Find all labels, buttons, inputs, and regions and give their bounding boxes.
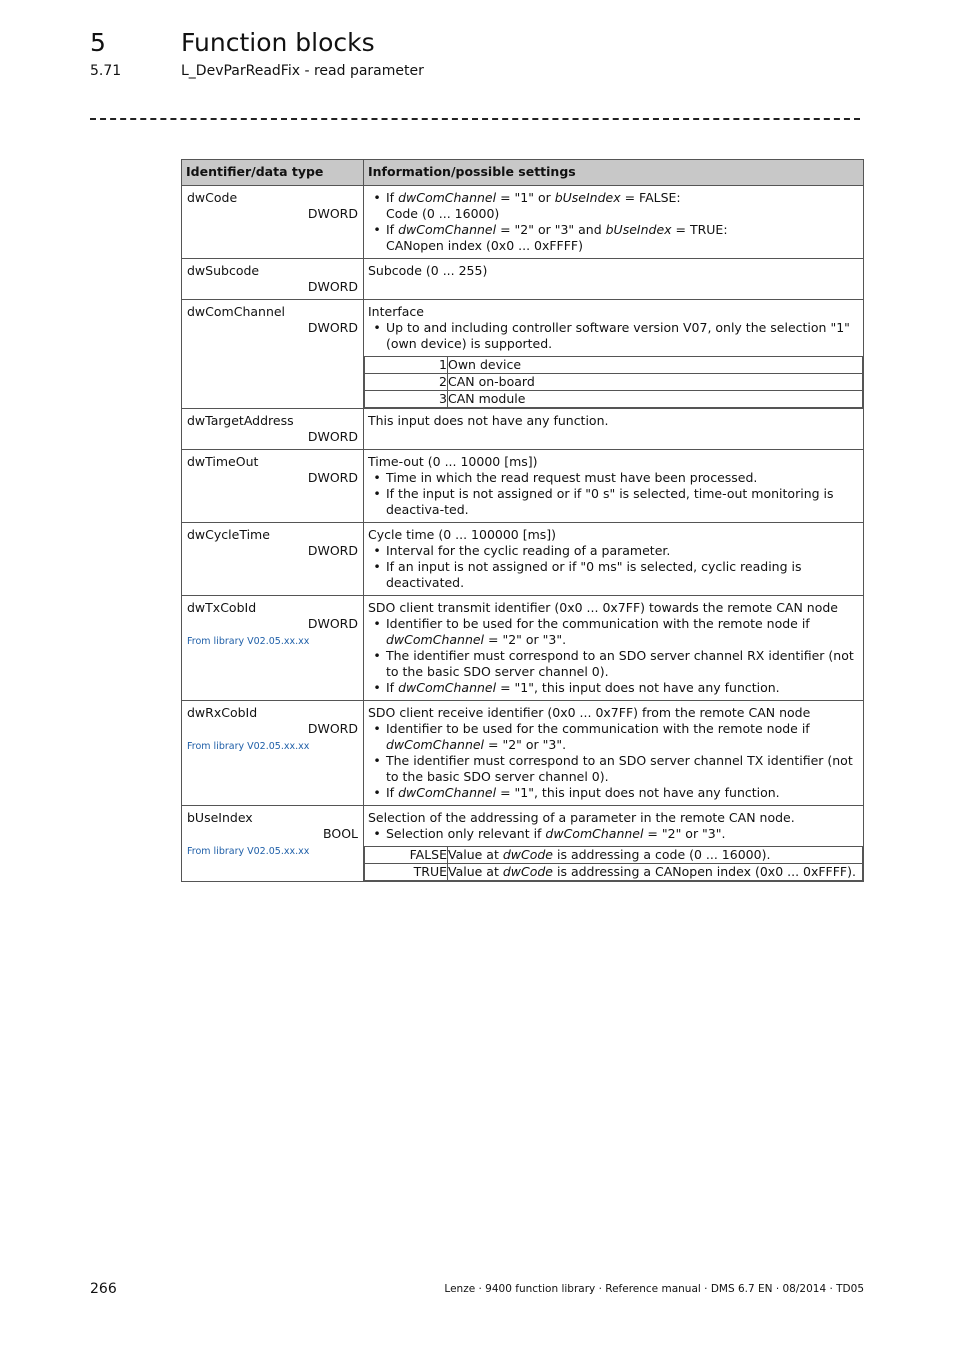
bullet-item: • If dwComChannel = "1", this input does not have any function. — [373, 785, 780, 800]
bullet-item: • Up to and including controller software version V07, only the selection "1" (own device) is supported. — [373, 320, 850, 351]
data-type: DWORD — [307, 320, 358, 335]
data-type: DWORD — [307, 543, 358, 558]
library-version-note: From library V02.05.xx.xx — [187, 636, 310, 647]
identifier-name: dwCode — [187, 190, 238, 205]
identifier-cell — [182, 259, 364, 300]
bullet-item: • Identifier to be used for the communication with the remote node if dwComChannel = "2" or "3". — [373, 721, 810, 752]
info-cell — [364, 186, 864, 259]
identifier-cell — [182, 450, 364, 523]
identifier-name: dwTimeOut — [187, 454, 259, 469]
section-title: L_DevParReadFix - read parameter — [181, 63, 424, 79]
identifier-cell — [182, 701, 364, 806]
options-table — [364, 846, 863, 881]
bullet-item: • Selection only relevant if dwComChannel = "2" or "3". — [373, 826, 726, 841]
info-cell — [364, 701, 864, 806]
chapter-number: 5 — [90, 28, 106, 57]
data-type: DWORD — [307, 279, 358, 294]
data-type: DWORD — [307, 470, 358, 485]
identifier-cell — [182, 806, 364, 882]
table-row — [182, 300, 864, 409]
info-text: Time-out (0 ... 10000 [ms]) — [368, 454, 538, 469]
col-header-information: Information/possible settings — [364, 160, 864, 186]
option-row: FALSE Value at dwCode is addressing a code (0 ... 16000). — [365, 847, 863, 864]
identifier-cell — [182, 300, 364, 409]
info-cell: This input does not have any function. — [364, 409, 864, 450]
identifier-name: dwSubcode — [187, 263, 260, 278]
identifier-name: dwComChannel — [187, 304, 286, 319]
identifier-name: dwTargetAddress — [187, 413, 294, 428]
table-row — [182, 450, 864, 523]
bullet-item: • If dwComChannel = "2" or "3" and bUseIndex = TRUE: CANopen index (0x0 ... 0xFFFF) — [373, 222, 728, 253]
bullet-item: • If dwComChannel = "1" or bUseIndex = FALSE: Code (0 ... 16000) — [373, 190, 681, 221]
section-number: 5.71 — [90, 63, 122, 79]
bullet-item: • Identifier to be used for the communication with the remote node if dwComChannel = "2" or "3". — [373, 616, 810, 647]
bullet-item: • If dwComChannel = "1", this input does not have any function. — [373, 680, 780, 695]
bullet-item: • If the input is not assigned or if "0 s" is selected, time-out monitoring is deactiva-ted. — [373, 486, 834, 517]
table-row — [182, 186, 864, 259]
info-text: SDO client transmit identifier (0x0 ... 0x7FF) towards the remote CAN node — [368, 600, 838, 615]
data-type: DWORD — [307, 206, 358, 221]
info-text: Interface — [368, 304, 424, 319]
page-number: 266 — [90, 1281, 117, 1297]
identifier-cell — [182, 186, 364, 259]
table-row — [182, 259, 864, 300]
info-text: SDO client receive identifier (0x0 ... 0x7FF) from the remote CAN node — [368, 705, 811, 720]
data-type: DWORD — [307, 721, 358, 736]
info-cell: Subcode (0 ... 255) — [364, 259, 864, 300]
bullet-item: • Interval for the cyclic reading of a parameter. — [373, 543, 671, 558]
identifier-name: dwTxCobId — [187, 600, 257, 615]
option-row: TRUE Value at dwCode is addressing a CANopen index (0x0 ... 0xFFFF). — [365, 864, 863, 881]
bullet-item: • If an input is not assigned or if "0 ms" is selected, cyclic reading is deactivated. — [373, 559, 802, 590]
bullet-item: • Time in which the read request must have been processed. — [373, 470, 758, 485]
info-text: Cycle time (0 ... 100000 [ms]) — [368, 527, 557, 542]
chapter-title: Function blocks — [181, 28, 375, 57]
table-row — [182, 523, 864, 596]
library-version-note: From library V02.05.xx.xx — [187, 846, 310, 857]
option-row: 2 CAN on-board — [365, 374, 863, 391]
info-cell — [364, 596, 864, 701]
info-cell — [364, 300, 864, 409]
data-type: BOOL — [323, 826, 358, 841]
info-text: Selection of the addressing of a parameter in the remote CAN node. — [368, 810, 795, 825]
identifier-cell — [182, 596, 364, 701]
identifier-name: bUseIndex — [187, 810, 253, 825]
bullet-item: • The identifier must correspond to an SDO server channel RX identifier (not to the basic SDO server channel 0). — [373, 648, 854, 679]
identifier-cell — [182, 409, 364, 450]
identifier-name: dwRxCobId — [187, 705, 258, 720]
parameter-table — [181, 159, 864, 882]
identifier-name: dwCycleTime — [187, 527, 270, 542]
data-type: DWORD — [307, 616, 358, 631]
library-version-note: From library V02.05.xx.xx — [187, 741, 310, 752]
identifier-cell — [182, 523, 364, 596]
info-cell — [364, 450, 864, 523]
data-type: DWORD — [307, 429, 358, 444]
col-header-identifier: Identifier/data type — [182, 160, 364, 186]
info-cell — [364, 806, 864, 882]
bullet-item: • The identifier must correspond to an SDO server channel TX identifier (not to the basic SDO server channel 0). — [373, 753, 853, 784]
table-header-row — [182, 160, 864, 186]
table-row — [182, 806, 864, 882]
table-row — [182, 596, 864, 701]
table-row — [182, 409, 864, 450]
table-row — [182, 701, 864, 806]
option-row: 3 CAN module — [365, 391, 863, 408]
info-cell — [364, 523, 864, 596]
options-table — [364, 356, 863, 408]
option-row: 1 Own device — [365, 357, 863, 374]
header-divider — [90, 118, 860, 120]
document-info: Lenze · 9400 function library · Reference manual · DMS 6.7 EN · 08/2014 · TD05 — [444, 1283, 864, 1295]
